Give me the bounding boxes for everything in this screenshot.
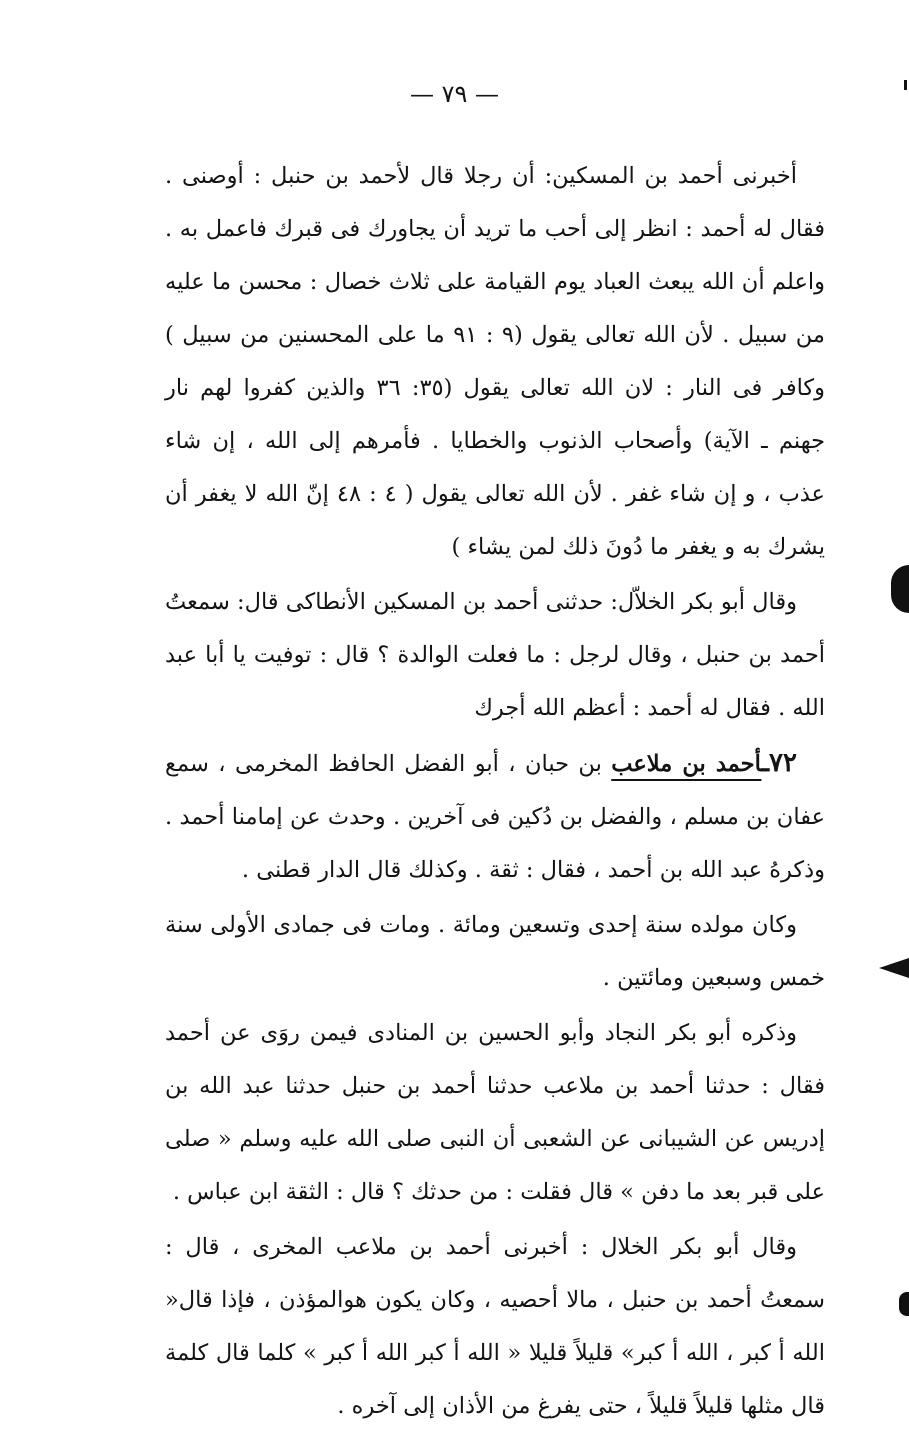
scan-edge-mark [891,565,909,613]
paragraph-najjad: وذكره أبو بكر النجاد وأبو الحسين بن المنادى فيمن روَى عن أحمد فقال : حدثنا أحمد بن ملاعب حدثنا أحمد بن حنبل حدثنا عبد الله بن إدريس عن الشيبانى عن الشعبى أن النبى صلى الله عليه وسلم « صلى على قبر بعد ما دفن » قال فقلت : من حدثك ؟ قال : الثقة ابن عباس . [165,1020,825,1205]
entry-name: أحمد بن ملاعب [611,751,762,777]
entry-number: ٧٢ـ [761,748,797,778]
biography-entry [165,737,825,897]
paragraph-advice: أخبرنى أحمد بن المسكين: أن رجلا قال لأحمد بن حنبل : أوصنى . فقال له أحمد : انظر إلى أحب ما تريد أن يجاورك فى قبرك فاعمل به . واعلم أن الله يبعث العباد يوم القيامة على ثلاث خصال : محسن ما عليه من سبيل . لأن الله تعالى يقول (٩ : ٩١ ما على المحسنين من سبيل ) وكافر فى النار : لان الله تعالى يقول (٣٥: ٣٦ والذين كفروا لهم نار جهنم ـ الآية) وأصحاب الذنوب والخطايا . فأمرهم إلى الله ، إن شاء عذب ، و إن شاء غفر . لأن الله تعالى يقول ( ٤ : ٤٨ إنّ الله لا يغفر أن يشرك به و يغفر ما دُونَ ذلك لمن يشاء ) [165,163,826,560]
paragraph-khallal: وقال أبو بكر الخلاّل: حدثنى أحمد بن المسكين الأنطاكى قال: سمعتُ أحمد بن حنبل ، وقال لرجل : ما فعلت الوالدة ؟ قال : توفيت يا أبا عبد الله . فقال له أحمد : أعظم الله أجرك [165,589,825,721]
body-text [165,150,825,1435]
paragraph-adhan: وقال أبو بكر الخلال : أخبرنى أحمد بن ملاعب المخرى ، قال : سمعتُ أحمد بن حنبل ، مالا أحصيه ، وكان يكون هوالمؤذن ، فإذا قال« الله أ كبر ، الله أ كبر» قليلاً قليلا « الله أ كبر الله أ كبر » كلما قال كلمة قال مثلها قليلاً قليلاً ، حتى يفرغ من الأذان إلى آخره . [165,1234,825,1419]
scan-edge-mark [899,1292,909,1316]
paragraph-birth-death: وكان مولده سنة إحدى وتسعين ومائة . ومات فى جمادى الأولى سنة خمس وسبعين ومائتين . [165,912,825,991]
page-number: — ٧٩ — [409,80,500,108]
scan-edge-mark [904,80,907,90]
entry-text: بن حبان ، أبو الفضل الحافظ المخرمى ، سمع عفان بن مسلم ، والفضل بن دُكين فى آخرين . وحدث عن إمامنا أحمد . وذكرهُ عبد الله بن أحمد ، فقال : ثقة . وكذلك قال الدار قطنى . [165,751,825,883]
scan-edge-mark [879,958,909,978]
